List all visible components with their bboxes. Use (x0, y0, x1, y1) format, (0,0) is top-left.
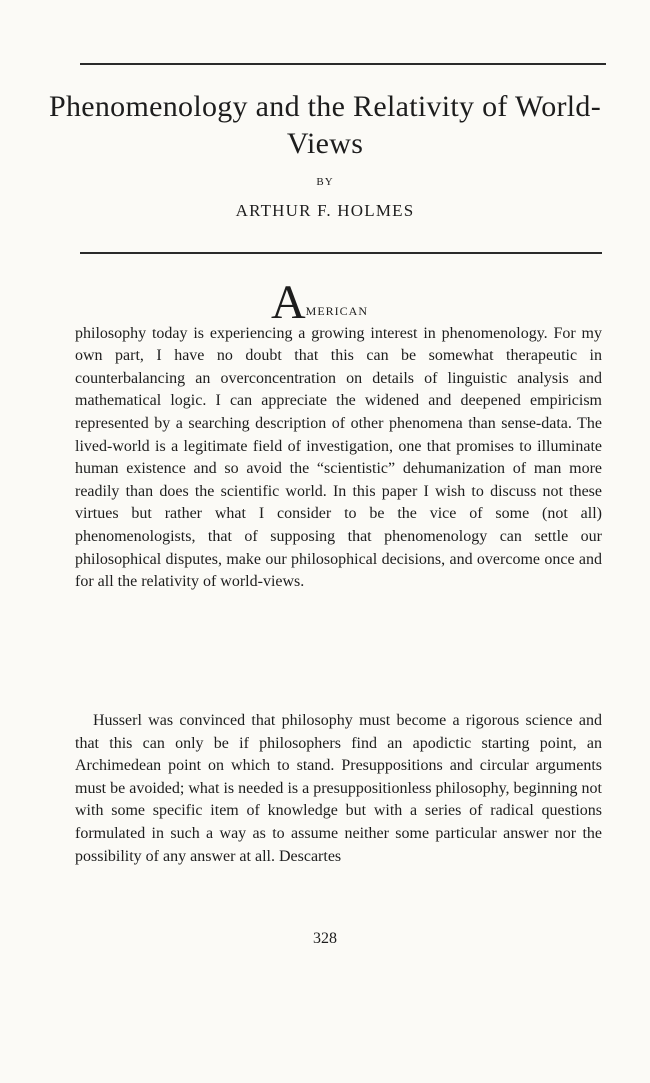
bottom-rule (80, 252, 602, 254)
paragraph-1-text: philosophy today is experiencing a growing interest in phenomenology. For my own part, I have no doubt that this can be somewhat therapeutic in counterbalancing an overconcentration on details of linguistic analysis and mathematical logic. I can appreciate the widened and deepened empiricism represented by a searching description of other phenomena than sense-data. The lived-world is a legitimate field of investigation, one that promises to illuminate human existence and so avoid the “scientistic” dehumanization of man more readily than does the scientific world. In this paper I wish to discuss not these virtues but rather what I consider to be the vice of some (not all) phenomenologists, that of supposing that phenomenology can settle our philosophical disputes, make our philosophical decisions, and overcome once and for all the relativity of world-views. (75, 324, 602, 591)
paragraph-1 (75, 276, 602, 594)
top-rule (80, 63, 606, 65)
lead-smallcaps: MERICAN (305, 304, 369, 318)
paragraph-1-lead (75, 276, 602, 329)
page-number: 328 (313, 930, 337, 947)
paragraph-2: Husserl was convinced that philosophy must become a rigorous science and that this can only be if philosophers find an apodictic starting point, an Archimedean point on which to stand. Presuppositions and circular arguments must be avoided; what is needed is a presuppositionless philosophy, beginning not with some specific item of knowledge but with a series of radical questions formulated in such a way as to assume neither some particular answer nor the possibility of any answer at all. Descartes (75, 712, 602, 865)
article-title: Phenomenology and the Relativity of World-Views (48, 90, 602, 160)
drop-cap: A (271, 276, 306, 329)
byline: BY (316, 176, 334, 188)
author-name: ARTHUR F. HOLMES (235, 201, 415, 220)
